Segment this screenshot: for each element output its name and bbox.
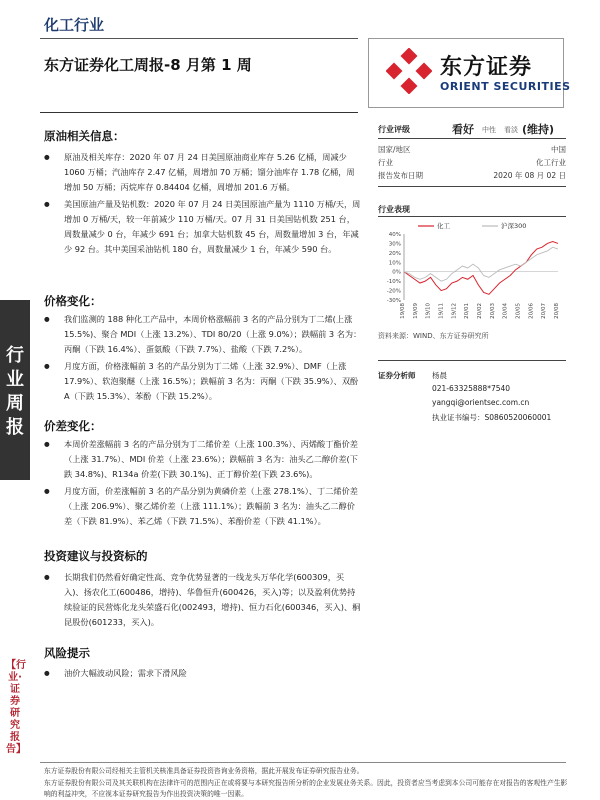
y-tick-label: -30%	[386, 298, 401, 304]
sidebar-note: 【行业·证券研究报告】	[6, 660, 26, 755]
x-tick-label: 20/02	[477, 303, 483, 319]
x-tick-label: 19/12	[451, 303, 458, 319]
rating-divider	[378, 138, 566, 139]
title-divider	[40, 112, 358, 113]
logo-text-cn: 东方证券	[440, 55, 533, 80]
footer-divider	[40, 762, 566, 763]
x-tick-label: 20/08	[554, 303, 560, 319]
x-tick-label: 20/06	[528, 303, 535, 319]
y-tick-label: -10%	[386, 279, 401, 286]
analyst-heading: 证券分析师	[378, 371, 416, 380]
sidebar-label: 行 业 周 报	[6, 345, 24, 438]
list-item: ● 长期我们仍然看好确定性高、竞争优势显著的一线龙头万华化学(600309，买入)、扬农化工(600486，增持)、华鲁恒升(600426，买入)等；以及盈利优势持续验证的民营炼化龙头荣盛石化(002493，增持)、恒力石化(600346，买入)、桐昆股份(601233，买入)。	[44, 570, 362, 630]
section-heading-oil: 原油相关信息：	[44, 129, 125, 143]
y-tick-label: 40%	[388, 232, 401, 238]
analyst-cert: 执业证书编号：S0860520060001	[432, 413, 552, 422]
chart-title: 行业表现	[378, 205, 410, 214]
section-heading-risk: 风险提示	[44, 646, 90, 660]
oil-list	[44, 150, 362, 259]
industry-performance-chart	[378, 220, 566, 326]
risk-list	[44, 666, 362, 683]
header-divider	[40, 38, 358, 39]
x-tick-label: 19/08	[400, 303, 406, 319]
list-item: ● 本周价差涨幅前 3 名的产品分别为丁二烯价差（上涨 100.3%）、丙烯酸丁酯价差（上涨 31.7%）、MDI 价差（上涨 23.6%）；跌幅前 3 名为：油头乙二醇价差(下跌 34.8%)、R134a 价差(下跌 30.1%)、正丁醇价差(下跌 23.6%)。	[44, 437, 362, 482]
legend-label: 沪深300	[501, 222, 527, 230]
rating-neutral: 中性	[482, 126, 496, 134]
legend-label: 化工	[437, 222, 450, 230]
spread-list	[44, 437, 362, 531]
disclaimer-line: 东方证券股份有限公司及其关联机构在法律许可的范围内正在或将要与本研究报告所分析的企业发展业务关系。因此，投资者应当考虑到本公司可能存在对报告的客观性产生影响的利益冲突，不应视本证券研究报告为作出投资决策的唯一因素。	[44, 779, 568, 798]
x-tick-label: 20/03	[489, 303, 496, 319]
section-heading-spread: 价差变化：	[44, 419, 102, 433]
info-divider	[378, 186, 566, 187]
logo-text-en: ORIENT SECURITIES	[440, 80, 571, 93]
chart-source: 资料来源：WIND、东方证券研究所	[378, 332, 489, 340]
analyst-phone: 021-63325888*7540	[432, 384, 511, 393]
info-row-date: 报告发布日期 2020 年 08 月 02 日	[378, 171, 566, 180]
series-line-0	[404, 242, 558, 295]
x-tick-label: 20/04	[502, 303, 509, 319]
x-tick-label: 19/11	[438, 303, 445, 319]
y-tick-label: -20%	[386, 288, 401, 295]
y-tick-label: 30%	[388, 241, 401, 248]
list-item: ● 油价大幅波动风险；需求下滑风险	[44, 666, 362, 681]
list-item: ● 我们监测的 188 种化工产品中，本周价格涨幅前 3 名的产品分别为丁二烯(上涨 15.5%)、聚合 MDI（上涨 13.2%）、TDI 80/20（上涨 9.0%）；跌幅前 3 名为：丙酮（下跌 16.4%）、蛋氨酸（下跌 7.7%）、盐酸（下跌 7.2%）。	[44, 312, 362, 357]
report-category: 化工行业	[44, 16, 105, 34]
list-item: ● 原油及相关库存：2020 年 07 月 24 日美国原油商业库存 5.26 亿桶，周减少 1060 万桶；汽油库存 2.47 亿桶，周增加 70 万桶；馏分油库存 1.78 亿桶，周增加 50 万桶；丙烷库存 0.84404 亿桶，周增加 201.6 万桶。	[44, 150, 362, 195]
section-heading-advice: 投资建议与投资标的	[44, 549, 148, 563]
report-title: 东方证券化工周报-8 月第 1 周	[44, 56, 252, 74]
list-item: ● 月度方面，价差涨幅前 3 名的产品分别为黄磷价差（上涨 278.1%）、丁二烯价差（上涨 206.9%）、聚乙烯价差（上涨 111.1%）；跌幅前 3 名为：油头乙二醇价差（下跌 81.9%）、苯乙烯（下跌 71.5%）、苯酚价差（下跌 41.1%）。	[44, 484, 362, 529]
rating-label: 行业评级	[378, 125, 410, 134]
x-tick-label: 20/05	[515, 303, 522, 319]
x-tick-label: 19/09	[412, 303, 419, 319]
info-row-region: 国家/地区 中国	[378, 145, 566, 154]
orient-logo-icon	[386, 48, 432, 94]
analyst-name: 杨晨	[432, 371, 447, 380]
list-item: ● 月度方面，价格涨幅前 3 名的产品分别为丁二烯（上涨 32.9%）、DMF（上涨 17.9%）、软泡聚醚（上涨 16.5%）；跌幅前 3 名为：丙酮（下跌 35.9%）、双酚 A（下跌 15.3%）、苯酚（下跌 15.2%）。	[44, 359, 362, 404]
rating-negative: 看淡	[504, 126, 518, 134]
rating-value: 看好	[452, 123, 474, 136]
info-row-industry: 行业 化工行业	[378, 158, 566, 167]
section-heading-price: 价格变化：	[44, 294, 102, 308]
series-line-1	[404, 247, 558, 281]
advice-list	[44, 570, 362, 632]
x-tick-label: 20/07	[541, 303, 548, 319]
analyst-email[interactable]: yangqi@orientsec.com.cn	[432, 398, 530, 407]
chart-title-divider	[378, 216, 566, 217]
x-tick-label: 19/10	[425, 303, 432, 319]
y-tick-label: 20%	[388, 250, 401, 257]
price-list	[44, 312, 362, 406]
y-tick-label: 0%	[392, 269, 401, 276]
disclaimer-line: 东方证券股份有限公司经相关主管机关核准具备证券投资咨询业务资格，据此开展发布证券研究报告业务。	[44, 767, 364, 775]
rating-maintain: (维持)	[522, 123, 555, 136]
list-item: ● 美国原油产量及钻机数：2020 年 07 月 24 日美国原油产量为 1110 万桶/天，周增加 0 万桶/天，较一年前减少 110 万桶/天。07 月 31 日美国钻机数 251 台，周数量减少 0 台，年减少 691 台；加拿大钻机数 45 台，周数量增加 3 台，年减少 92 台。其中美国采油钻机 180 台，周数量减少 1 台，年减少 590 台。	[44, 197, 362, 257]
x-tick-label: 20/01	[464, 303, 471, 319]
y-tick-label: 10%	[388, 260, 401, 267]
source-divider	[378, 360, 566, 361]
